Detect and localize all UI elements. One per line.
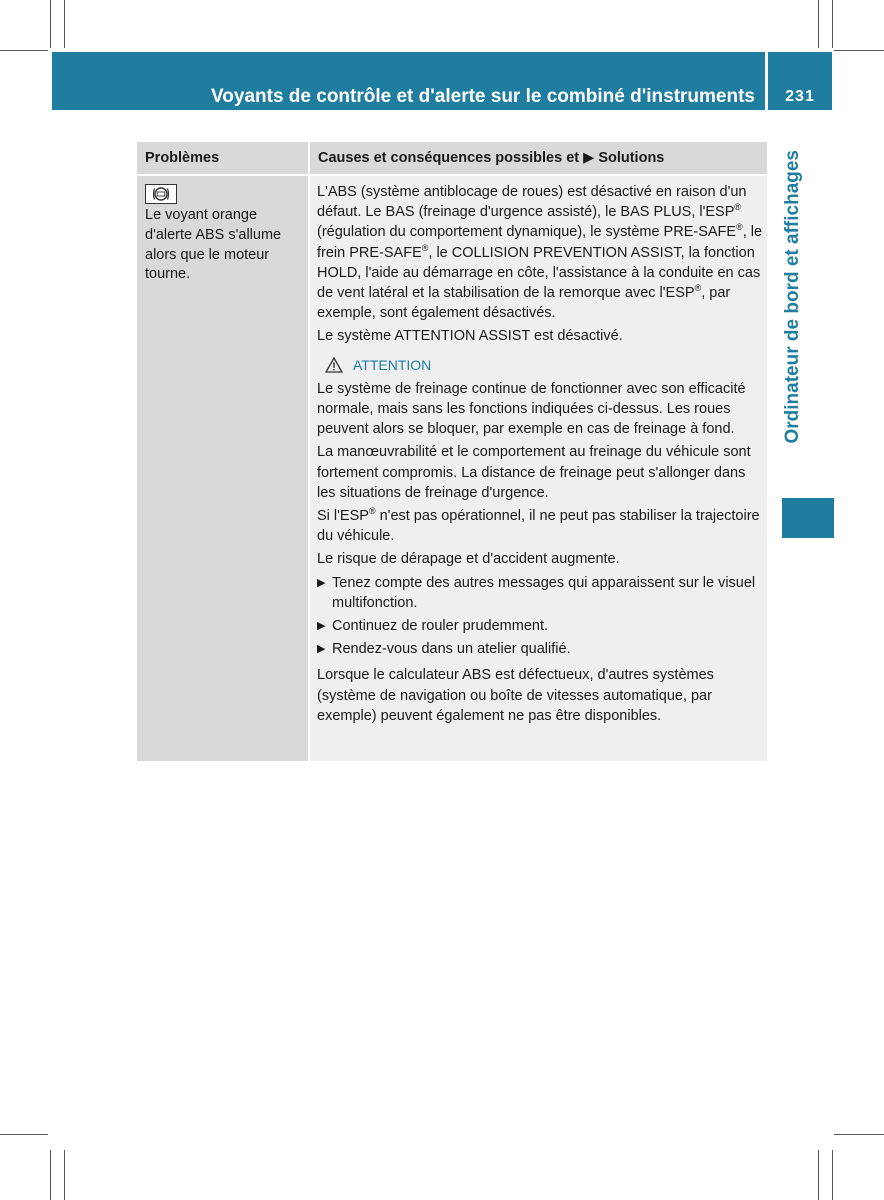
problem-description: Le voyant orange d'alerte ABS s'allume alors que le moteur tourne. [145,207,282,283]
page-number: 231 [785,88,815,105]
arrow-icon: ▶ [317,643,326,656]
solution-step: ▶ Continuez de rouler prudemment. [317,616,763,636]
crop-mark [64,0,65,48]
crop-mark [834,50,884,51]
info-table [137,142,767,761]
crop-mark [0,50,48,51]
warning-paragraph: Le risque de dérapage et d'accident augmente. [317,551,620,568]
crop-mark [818,1150,819,1200]
arrow-icon: ▶ [317,576,326,589]
column-header-causes: Causes et conséquences possibles et ▶ Solutions [310,142,767,174]
solution-step: ▶ Rendez-vous dans un atelier qualifié. [317,639,763,659]
header-bar [52,52,765,110]
abs-warning-icon [145,184,177,204]
warning-paragraph: Le système de freinage continue de fonctionner avec son efficacité normale, mais sans les fonctions indiquées ci-dessus. Les roues peuvent alors se bloquer, par exemple en cas de freinage à fond. [317,380,746,438]
crop-mark [832,1150,833,1200]
header-divider [137,174,767,176]
page-number-box [768,52,832,110]
attention-assist-paragraph: Le système ATTENTION ASSIST est désactivé. [317,328,623,345]
solution-content [317,182,763,729]
crop-mark [64,1150,65,1200]
crop-mark [832,0,833,48]
side-tab-label: Ordinateur de bord et affichages [782,150,803,444]
arrow-icon: ▶ [317,620,326,633]
solution-step: ▶ Tenez compte des autres messages qui apparaissent sur le visuel multifonction. [317,573,763,613]
crop-mark [50,0,51,48]
crop-mark [0,1134,48,1135]
warning-paragraph: La manœuvrabilité et le comportement au freinage du véhicule sont fortement compromis. La distance de freinage peut s'allonger dans les situations de freinage d'urgence. [317,444,751,501]
warning-paragraph: Si l'ESP® n'est pas opérationnel, il ne peut pas stabiliser la trajectoire du véhicule. [317,506,760,545]
side-tab-block [782,498,834,538]
crop-mark [818,0,819,48]
crop-mark [50,1150,51,1200]
warning-label: ATTENTION [353,356,432,373]
warning-triangle-icon [325,357,343,373]
warning-heading [325,355,763,375]
column-header-problems: Problèmes [137,142,308,174]
final-paragraph: Lorsque le calculateur ABS est défectueux, d'autres systèmes (système de navigation ou boîte de vitesses automatique, par exemple) peuvent également ne pas être disponibles. [317,667,714,724]
crop-mark [834,1134,884,1135]
cause-paragraph: L'ABS (système antiblocage de roues) est désactivé en raison d'un défaut. Le BAS (freinage d'urgence assisté), le BAS PLUS, l'ESP® (régulation du comportement dynamique), le système PRE-SAFE®, le frein PRE-SAFE®, le COLLISION PREVENTION ASSIST, la fonction HOLD, l'aide au démarrage en côte, l'assistance à la conduite en cas de vent latéral et la stabilisation de la remorque avec l'ESP®, par exemple, sont également désactivés. [317,184,763,322]
page-title: Voyants de contrôle et d'alerte sur le combiné d'instruments [211,86,755,107]
